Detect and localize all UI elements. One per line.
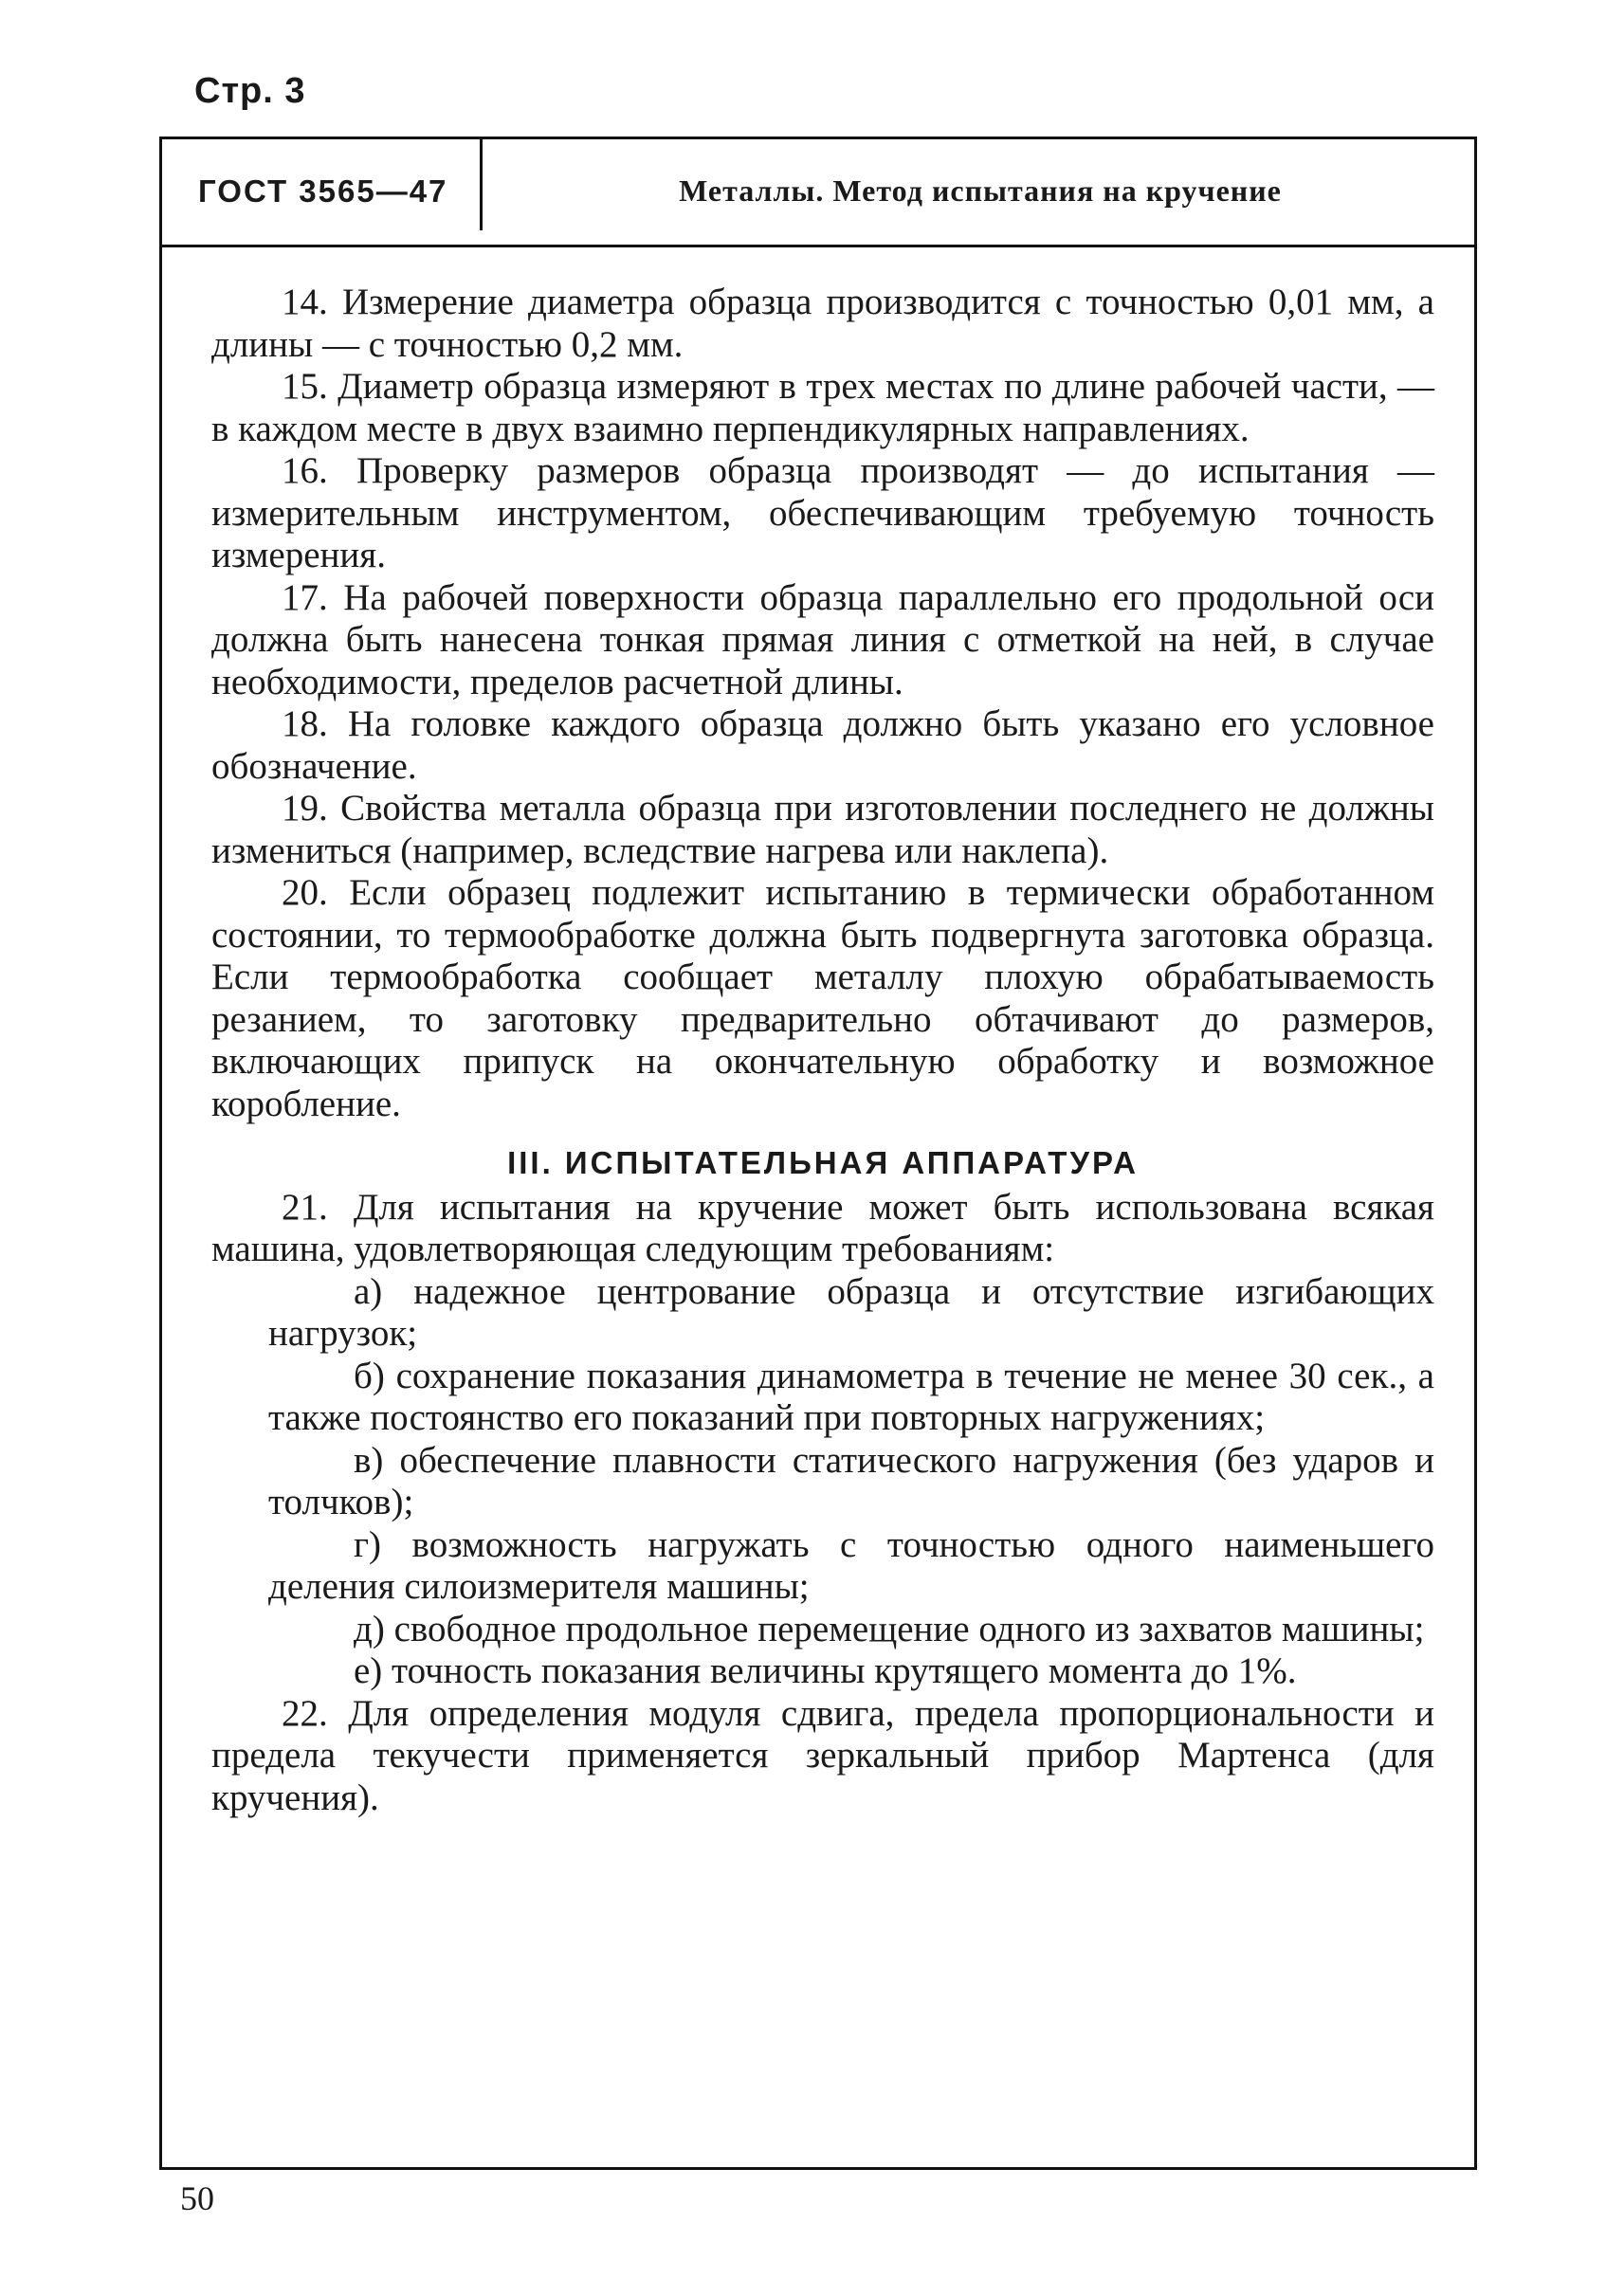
document-title: Металлы. Метод испытания на кручение (679, 173, 1282, 208)
paragraph-20: 20. Если образец подлежит испытанию в термически обработанном состоянии, то термообработке должна быть подвергнута заготовка образца. Если термообработка сообщает металлу плохую обрабатываемость резанием, то заготовку предварительно обтачивают до размеров, включающих припуск на окончательную обработку и возможное коробление. (211, 872, 1434, 1124)
requirement-e: е) точность показания величины крутящего момента до 1%. (354, 1650, 1297, 1691)
requirement-d: д) свободное продольное перемещение одного из захватов машины; (354, 1608, 1425, 1649)
requirement-v: в) обеспечение плавности статического нагружения (без ударов и толчков); (268, 1439, 1434, 1522)
standard-code: ГОСТ 3565—47 (198, 173, 448, 209)
paragraph-17: 17. На рабочей поверхности образца параллельно его продольной оси должна быть нанесена тонкая прямая линия с отметкой на ней, в случае необходимости, пределов расчетной длины. (211, 576, 1434, 702)
requirement-a: а) надежное центрование образца и отсутствие изгибающих нагрузок; (268, 1270, 1434, 1354)
paragraph-21: 21. Для испытания на кручение может быть использована всякая машина, удовлетворяющая следующим требованиям: (211, 1186, 1434, 1269)
header-row (162, 139, 1474, 247)
section-heading: III. ИСПЫТАТЕЛЬНАЯ АППАРАТУРА (507, 1145, 1139, 1180)
page-number: 50 (180, 2179, 214, 2217)
document-body (211, 282, 1434, 1819)
paragraph-15: 15. Диаметр образца измеряют в трех местах по длине рабочей части, — в каждом месте в двух взаимно перпендикулярных направлениях. (211, 366, 1434, 449)
paragraph-14: 14. Измерение диаметра образца производится с точностью 0,01 мм, а длины — с точностью 0,2 мм. (211, 282, 1434, 365)
document-frame (159, 137, 1477, 2170)
paragraph-18: 18. На головке каждого образца должно быть указано его условное обозначение. (211, 703, 1434, 787)
page-label: Стр. 3 (194, 71, 306, 111)
paragraph-22: 22. Для определения модуля сдвига, предела пропорциональности и предела текучести применяется зеркальный прибор Мартенса (для кручения). (211, 1692, 1434, 1818)
paragraph-19: 19. Свойства металла образца при изготовлении последнего не должны измениться (например, вследствие нагрева или наклепа). (211, 788, 1434, 871)
paragraph-16: 16. Проверку размеров образца производят — до испытания — измерительным инструментом, обеспечивающим требуемую точность измерения. (211, 450, 1434, 575)
requirement-b: б) сохранение показания динамометра в течение не менее 30 сек., а также постоянство его показаний при повторных нагружениях; (268, 1355, 1434, 1438)
requirement-g: г) возможность нагружать с точностью одного наименьшего деления силоизмерителя машины; (268, 1523, 1434, 1607)
